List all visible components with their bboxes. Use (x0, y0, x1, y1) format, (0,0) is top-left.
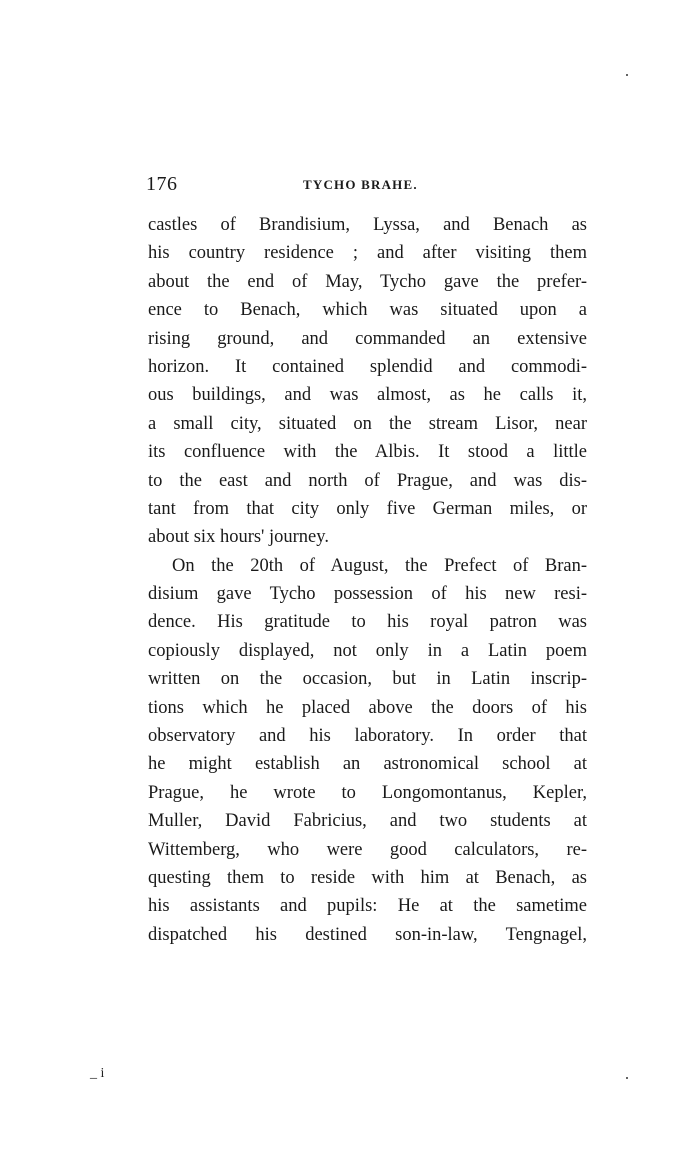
text-line: dispatched his destined son-in-law, Tengnagel, (148, 924, 587, 945)
text-line: his assistants and pupils: He at the sametime (148, 896, 587, 917)
text-line: its confluence with the Albis. It stood a little (148, 442, 587, 463)
page-number: 176 (146, 173, 178, 195)
text-line: ence to Benach, which was situated upon a (148, 300, 587, 321)
text-line: disium gave Tycho possession of his new resi- (148, 584, 587, 605)
text-line: tions which he placed above the doors of his (148, 697, 587, 718)
text-line: about six hours' journey. (148, 527, 329, 548)
text-line: questing them to reside with him at Benach, as (148, 867, 587, 888)
text-line: ous buildings, and was almost, as he calls it, (148, 385, 587, 406)
body-text (148, 211, 587, 949)
text-line: he might establish an astronomical school at (148, 754, 587, 775)
text-line: copiously displayed, not only in a Latin poem (148, 640, 587, 661)
text-line: about the end of May, Tycho gave the prefer- (148, 271, 587, 292)
corner-mark: _ i (90, 1066, 105, 1081)
text-line: observatory and his laboratory. In order that (148, 726, 587, 747)
text-line: Wittemberg, who were good calculators, re- (148, 839, 587, 860)
text-line: his country residence ; and after visiting them (148, 243, 587, 264)
text-line: tant from that city only five German miles, or (148, 498, 587, 519)
text-line: rising ground, and commanded an extensive (148, 328, 587, 349)
text-line: a small city, situated on the stream Lisor, near (148, 413, 587, 434)
scan-speck (626, 74, 628, 76)
running-header: TYCHO BRAHE. (303, 177, 418, 192)
scan-speck (626, 1077, 628, 1079)
text-line: Muller, David Fabricius, and two students at (148, 811, 587, 832)
text-line: horizon. It contained splendid and commodi- (148, 356, 587, 377)
text-line: Prague, he wrote to Longomontanus, Kepler, (148, 782, 587, 803)
text-line: to the east and north of Prague, and was dis- (148, 470, 587, 491)
text-line: written on the occasion, but in Latin inscrip- (148, 669, 587, 690)
text-line: On the 20th of August, the Prefect of Bran- (172, 555, 587, 576)
text-line: dence. His gratitude to his royal patron was (148, 612, 587, 633)
text-line: castles of Brandisium, Lyssa, and Benach as (148, 215, 587, 235)
